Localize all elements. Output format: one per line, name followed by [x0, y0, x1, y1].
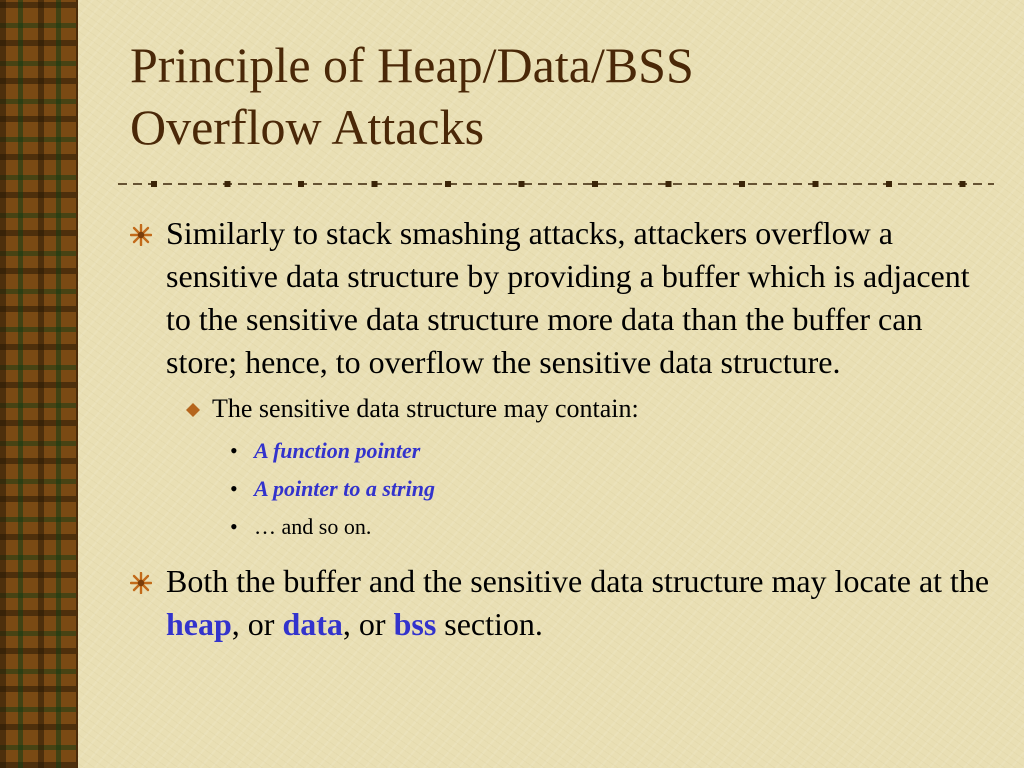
- divider-dot: [886, 181, 892, 187]
- list-item-function-pointer: A function pointer: [254, 438, 421, 463]
- keyword-bss: bss: [393, 606, 437, 642]
- divider-dot: [519, 181, 525, 187]
- keyword-data: data: [282, 606, 343, 642]
- list-item: [130, 508, 990, 546]
- divider-dot: [813, 181, 819, 187]
- star-bullet-icon: [130, 224, 152, 246]
- plaid-sidebar: [0, 0, 76, 768]
- divider-dot: [151, 181, 157, 187]
- star-bullet-icon: [130, 572, 152, 594]
- bullet-item: [130, 212, 990, 384]
- bullet-text-prefix: Both the buffer and the sensitive data structure may locate at the: [166, 563, 990, 599]
- dashed-divider: [118, 178, 994, 190]
- bullet-item: [130, 560, 990, 646]
- bullet-text-suffix: section.: [436, 606, 543, 642]
- list-item: [130, 470, 990, 508]
- dot-bullet-icon: •: [230, 438, 238, 463]
- divider-dot: [960, 181, 966, 187]
- divider-dot: [592, 181, 598, 187]
- dot-bullet-icon: •: [230, 476, 238, 501]
- separator: , or: [342, 606, 394, 642]
- list-item-and-so-on: … and so on.: [254, 514, 372, 539]
- divider-dot: [739, 181, 745, 187]
- diamond-bullet-icon: [186, 403, 200, 417]
- slide-body: [130, 212, 990, 654]
- title-line-2: Overflow Attacks: [130, 99, 485, 155]
- sub-bullet-text: The sensitive data structure may contain:: [212, 394, 639, 423]
- slide-title: [130, 34, 990, 158]
- separator: , or: [231, 606, 283, 642]
- keyword-heap: heap: [166, 606, 232, 642]
- divider-dot: [445, 181, 451, 187]
- list-item: [130, 432, 990, 470]
- sidebar-edge: [76, 0, 78, 768]
- divider-dot: [298, 181, 304, 187]
- bullet-text: Similarly to stack smashing attacks, attackers overflow a sensitive data structure by providing a buffer which is adjacent to the sensitive data structure more data than the buffer can store; hence, to overflow the sensitive data structure.: [166, 215, 970, 380]
- sub-bullet-item: [130, 392, 990, 426]
- title-line-1: Principle of Heap/Data/BSS: [130, 37, 694, 93]
- divider-dot: [225, 181, 231, 187]
- divider-dot: [666, 181, 672, 187]
- list-item-string-pointer: A pointer to a string: [254, 476, 435, 501]
- divider-dot: [372, 181, 378, 187]
- dot-bullet-icon: •: [230, 514, 238, 539]
